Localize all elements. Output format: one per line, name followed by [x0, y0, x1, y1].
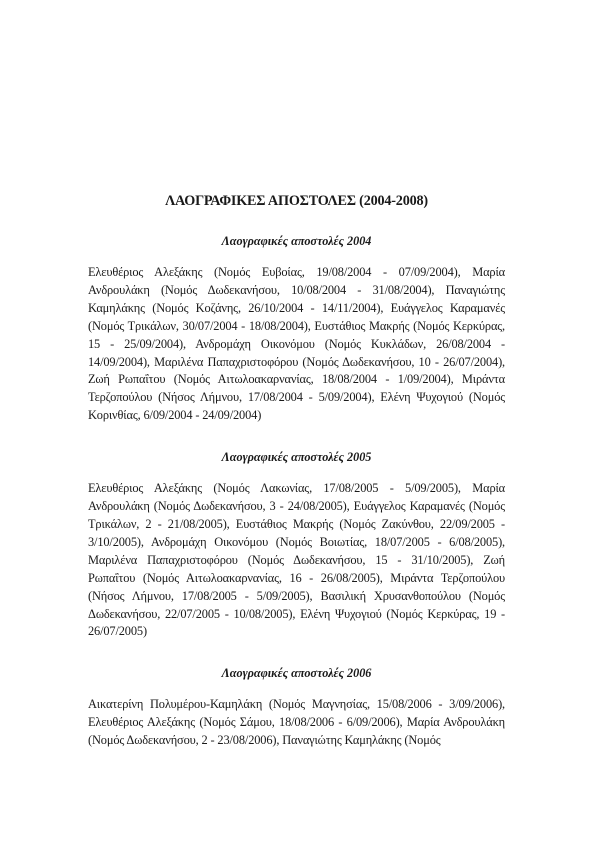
section-heading: Λαογραφικές αποστολές 2004 — [221, 234, 372, 248]
section-paragraph: Ελευθέριος Αλεξάκης (Νομός Ευβοίας, 19/08/2004 - 07/09/2004), Μαρία Ανδρουλάκη (Νομός Δωδεκανήσου, 10/08/2004 - 31/08/2004), Παναγιώτης Καμηλάκης (Νομός Κοζάνης, 26/10/2004 - 14/11/2004), Ευάγγελος Καραμανές (Νομός Τρικάλων, 30/07/2004 - 18/08/2004), Ευστάθιος Μακρής (Νομός Κερκύρας, 15 - 25/09/2004), Ανδρομάχη Οικονόμου (Νομός Κυκλάδων, 26/08/2004 - 14/09/2004), Μαριλένα Παπαχριστοφόρου (Νομός Δωδεκανήσου, 10 - 26/07/2004), Ζωή Ρωπαΐτου (Νομός Αιτωλοακαρνανίας, 18/08/2004 - 1/09/2004), Μιράντα Τερζοπούλου (Νήσος Λήμνου, 17/08/2004 - 5/09/2004), Ελένη Ψυχογιού (Νομός Κορινθίας, 6/09/2004 - 24/09/2004) — [88, 265, 505, 423]
section-2005 — [88, 449, 505, 641]
section-paragraph: Αικατερίνη Πολυμέρου-Καμηλάκη (Νομός Μαγνησίας, 15/08/2006 - 3/09/2006), Ελευθέριος Αλεξάκης (Νομός Σάμου, 18/08/2006 - 6/09/2006), Μαρία Ανδρουλάκη (Νομός Δωδεκανήσου, 2 - 23/08/2006), Παναγιώτης Καμηλάκης (Νομός — [88, 697, 505, 748]
section-paragraph: Ελευθέριος Αλεξάκης (Νομός Λακωνίας, 17/08/2005 - 5/09/2005), Μαρία Ανδρουλάκη (Νομός Δωδεκανήσου, 3 - 24/08/2005), Ευάγγελος Καραμανές (Νομός Τρικάλων, 2 - 21/08/2005), Ευστάθιος Μακρής (Νομός Ζακύνθου, 22/09/2005 - 3/10/2005), Ανδρομάχη Οικονόμου (Νομός Βοιωτίας, 18/07/2005 - 6/08/2005), Μαριλένα Παπαχριστοφόρου (Νομός Δωδεκανήσου, 15 - 31/10/2005), Ζωή Ρωπαΐτου (Νομός Αιτωλοακαρνανίας, 16 - 26/08/2005), Μιράντα Τερζοπούλου (Νήσος Λήμνου, 17/08/2005 - 5/09/2005), Βασιλική Χρυσανθοπούλου (Νομός Δωδεκανήσου, 22/07/2005 - 10/08/2005), Ελένη Ψυχογιού (Νομός Κερκύρας, 19 - 26/07/2005) — [88, 481, 505, 639]
section-heading: Λαογραφικές αποστολές 2005 — [221, 450, 372, 465]
document-page — [88, 192, 505, 774]
section-heading: Λαογραφικές αποστολές 2006 — [221, 666, 372, 681]
section-2006 — [88, 665, 505, 750]
section-2004 — [88, 233, 505, 425]
document-title: ΛΑΟΓΡΑΦΙΚΕΣ ΑΠΟΣΤΟΛΕΣ (2004-2008) — [165, 193, 428, 209]
